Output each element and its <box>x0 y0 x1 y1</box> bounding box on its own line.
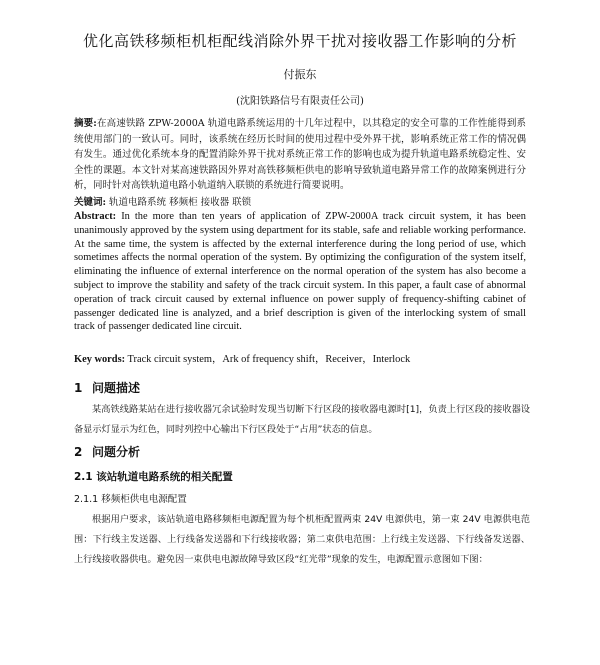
abstract-english-text: In the more than ten years of application of ZPW-2000A track circuit system, it has been unanimously approved by the system using department for its stable, safe and reliable working performance. At the same time, the system is affected by the external interference during the long period of use, which sometimes affects the normal operation of the system. By optimizing the configuration of the system itself, eliminating the influence of external interference on the normal operation of the system has also become a subject to improve the stability and safety of the track circuit system. In this paper, a fault case of abnormal operation of track circuit caused by external influence on power supply of frequency-shifting cabinet of passenger dedicated line is analyzed, and a brief description is given of the interlocking system of small track of passenger dedicated line circuit. <box>74 211 526 333</box>
paper-title: 优化高铁移频柜机柜配线消除外界干扰对接收器工作影响的分析 <box>82 32 517 50</box>
author-name: 付振东 <box>283 68 317 81</box>
abstract-chinese <box>74 116 526 194</box>
section-1-paragraph: 某高铁线路某站在进行接收器冗余试验时发现当切断下行区段的接收器电源时[1]，负责上行区段的接收器设备显示灯显示为红色，同时列控中心输出下行区段处于“占用”状态的信息。 <box>74 404 530 435</box>
section-1-heading <box>74 379 140 396</box>
keywords-chinese-text: 轨道电路系统 移频柜 接收器 联锁 <box>109 197 252 208</box>
power-config-paragraph: 根据用户要求，该站轨道电路移频柜电源配置为每个机柜配置两束 24V 电源供电，第一束 24V 电源供电范围：下行线主发送器、上行线备发送器和下行线接收器；第二束供电范围：上行线主发送器、下行线备发送器、上行线接收器供电。避免因一束供电电源故障导致区段“红光带”现象的发生，电源配置示意图如下图： <box>74 514 530 565</box>
section-2-heading <box>74 443 140 460</box>
section-2-number: 2 <box>74 445 83 459</box>
keywords-chinese-label: 关键词: <box>74 197 107 208</box>
section-1-title: 问题描述 <box>92 381 141 395</box>
section-1-number: 1 <box>74 381 83 395</box>
section-2-1-1-heading <box>74 491 187 505</box>
author-affiliation: (沈阳铁路信号有限责任公司) <box>236 96 364 107</box>
keywords-english-text: Track circuit system，Ark of frequency shift，Receiver，Interlock <box>127 354 411 365</box>
abstract-chinese-label: 摘要: <box>74 118 97 129</box>
section-2-1-heading <box>74 469 233 484</box>
abstract-chinese-text: 在高速铁路 ZPW-2000A 轨道电路系统运用的十几年过程中，以其稳定的安全可靠的工作性能得到系统使用部门的一致认可。同时，该系统在经历长时间的使用过程中受外界干扰，影响系统正常工作的情况偶有发生。通过优化系统本身的配置消除外界干扰对系统正常工作的影响也成为提升轨道电路系统稳定性、安全性的课题。本文针对某高速铁路因外界对高铁移频柜供电的影响导致轨道电路异常工作的故障案例进行分析，同时针对高铁轨道电路小轨道纳入联锁的系统进行简要说明。 <box>74 118 527 191</box>
keywords-english-label: Key words: <box>74 354 126 365</box>
section-2-1-number: 2.1 <box>74 471 93 483</box>
section-2-1-title: 该站轨道电路系统的相关配置 <box>96 471 233 483</box>
section-2-1-1-number: 2.1.1 <box>74 494 99 505</box>
abstract-english-label: Abstract: <box>74 211 117 222</box>
abstract-english <box>74 210 526 334</box>
section-2-1-1-title: 移频柜供电电源配置 <box>101 494 187 505</box>
keywords-english <box>74 353 526 367</box>
keywords-chinese <box>74 196 526 210</box>
section-2-title: 问题分析 <box>92 445 141 459</box>
